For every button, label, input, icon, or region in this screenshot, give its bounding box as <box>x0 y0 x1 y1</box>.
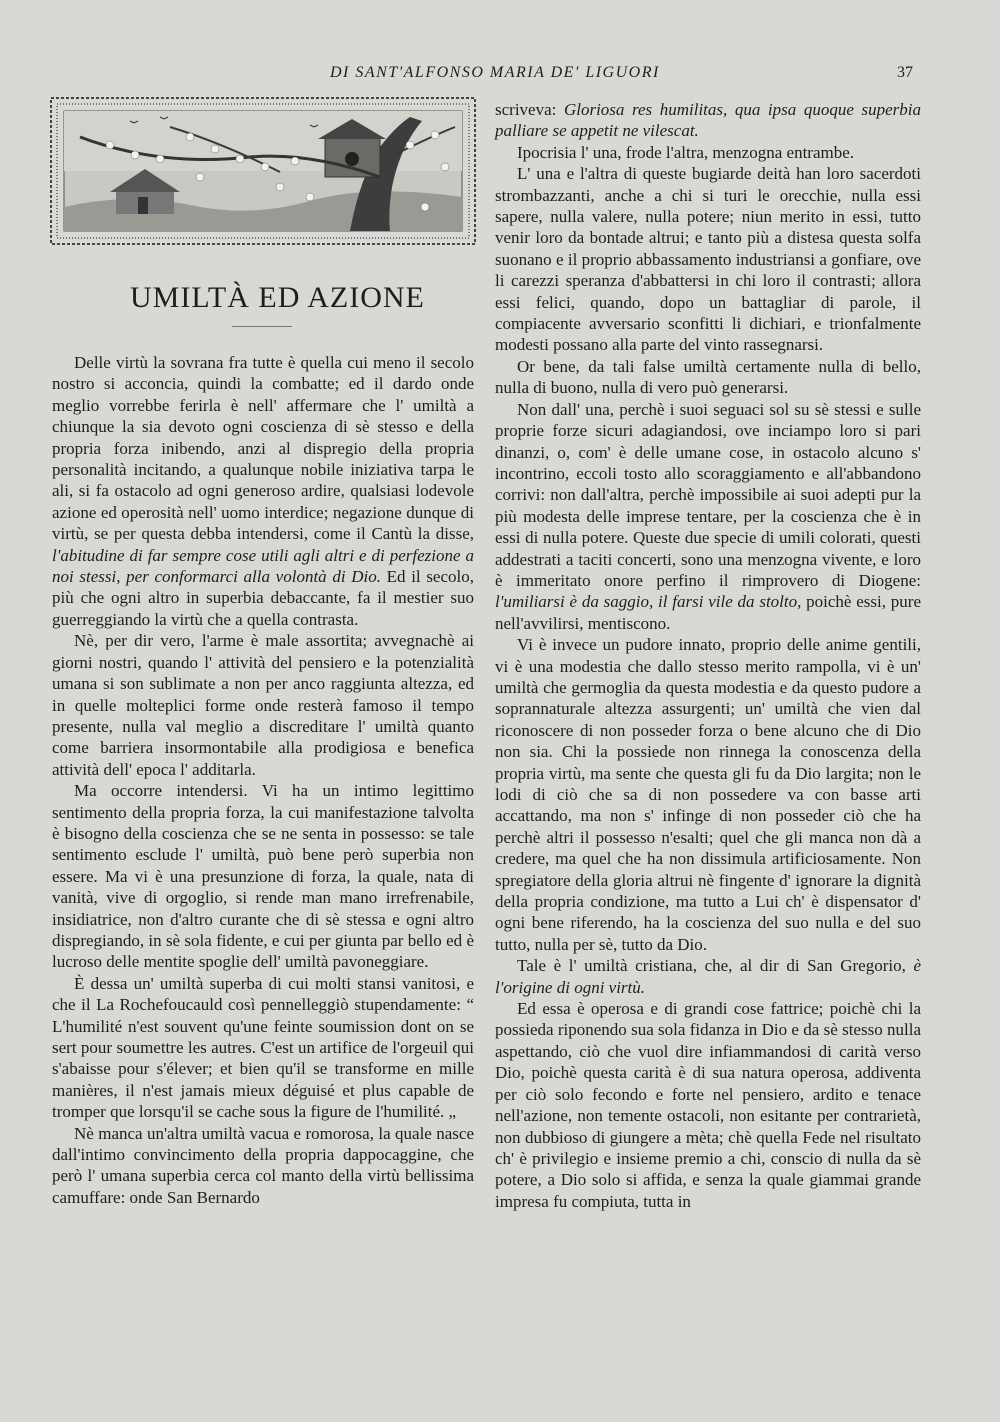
italic-quote: Gloriosa res humilitas, qua ipsa quoque superbia palliare se appetit ne vilescat. <box>495 100 921 141</box>
right-column <box>495 99 921 1212</box>
paragraph: È dessa un' umiltà superba di cui molti stansi vanitosi, e che il La Rochefoucauld così pennelleggiò stupendamente: “ L'humilité n'est souvent qu'une feinte soumission dont on se sert pour soumettre les autres. C'est un artifice de l'orgeuil qui s'abaisse pour s'élever; et bien qu'il se transforme en mille manières, il n'est jamais mieux déguisé et plus capable de tromper que lorsqu'il se cache sous la figure de l'humilité. „ <box>52 973 474 1122</box>
italic-quote: è l'origine di ogni virtù. <box>495 956 921 997</box>
paragraph <box>495 399 921 634</box>
paragraph: L' una e l'altra di queste bugiarde deità han loro sacerdoti strombazzanti, anche a chi si turi le orecchie, nulla essi sapere, nulla valere, nulla potere; niun merito in essi, tutto venir loro da bontade altrui; e tanto più a distesa questa solfa suonano e il proprio abbassamento industriansi a gonfiare, ove li carezzi speranza d'abbattersi in chi loro il contrasti; allora essi felici, quando, dopo un battagliar di parole, il compiacente avversario sconfitti li dichiari, e trionfalmente modesti possano alla parte del vinto rassegnarsi. <box>495 164 921 355</box>
text-run: Tale è l' umiltà cristiana, che, al dir di San Gregorio, <box>517 956 914 976</box>
article-title: UMILTÀ ED AZIONE <box>130 281 425 314</box>
paragraph: Or bene, da tali false umiltà certamente nulla di bello, nulla di buono, nulla di vero può generarsi. <box>495 356 921 398</box>
italic-quote: l'umiliarsi è da saggio, il farsi vile da stolto, <box>495 592 802 612</box>
paragraph: Ma occorre intendersi. Vi ha un intimo legittimo sentimento della propria forza, la cui manifestazione talvolta è bisogno della coscienza che se ne senta in possesso: se tale sentimento esclude l' umiltà, può bene però superbia non essere. Ma vi è una presunzione di forza, la quale, nata di vanità, vive di orgoglio, si rende man mano irrefrenabile, insidiatrice, non d'altro curante che di sè stessa e ogni altro dispregiando, in sè sola fidente, e cui per giunta par bello ed è lucroso delle mentite spoglie dell' umiltà pavoneggiare. <box>52 781 474 972</box>
paragraph: Nè, per dir vero, l'arme è male assortita; avvegnachè ai giorni nostri, quando l' attività del pensiero e la potenzialità umana si son sublimate a non per anco raggiunta altezza, ed in quelle molteplici forme onde resterà famoso il tempo presente, nulla val meglio a discreditare l' umiltà quanto come barriera insormontabile alla prodigiosa e benefica attività dell' epoca l' additarla. <box>52 631 474 779</box>
decorative-vignette <box>50 97 476 245</box>
paragraph: Vi è invece un pudore innato, proprio delle anime gentili, vi è una modestia che dallo stesso merito rampolla, vi è un' umiltà che germoglia da questa modestia e da questo pudore a soprannaturale altezza assurgenti; un' umiltà che vien dal riconoscere di non posseder forza o bene alcuno che di Dio non sia. Chi la possiede non rinnega la conoscenza della propria virtù, ma sente che questa gli fu da Dio largita; non le lodi di ciò che sa di non possedere va con basse arti accattando, ma non s' infinge di non posseder ciò che ha perchè altri il possesso n'esalti; quel che gli manca non dà a credere, ma quel che ha non dissimula artificiosamente. Non spregiatore della gloria altrui nè fingente d' ignorare la dignità della propria condizione, ma tutto a Lui ch' è dispensator d' ogni bene riferendo, ha la coscienza del suo nulla e del suo tutto, nulla per sè, tutto da Dio. <box>495 635 921 954</box>
text-run: Delle virtù la sovrana fra tutte è quella cui meno il secolo nostro si acconcia, quindi la combatte; ed il dardo onde meglio vorrebbe ferirla è nell' affermare che l' umiltà a chiunque la sia devoto ogni coscienza di sè stesso e della propria forza inibendo, anzi al dispregio della propria personalità incitando, a qualunque nobile iniziativa tarpa le ali, si fa ostacolo ad ogni generoso ardire, qualsiasi lodevole azione ed operosità nell' uomo interdice; negazione dunque di virtù, se per questa debba intendersi, come il Cantù la disse, <box>52 353 474 544</box>
italic-quote: l'abitudine di far sempre cose utili agli altri e di perfezione a noi stessi, per conformarci alla volontà di Dio. <box>52 545 474 587</box>
paragraph: Ed essa è operosa e di grandi cose fattrice; poichè chi la possieda riponendo sua sola fidanza in Dio e da sè stesso nulla aspettando, ciò che vuol dire infiammandosi di carità verso Dio, poichè questa carità è di sua natura operosa, addiventa per ciò solo fecondo e forte nel pensiero, ardito e tenace nell'azione, non temente ostacoli, non esitante per contrarietà, non dubbioso di giungere a mèta; chè quella Fede nel risultato ch' è privilegio e insieme premio a chi, conscio di nulla da sè potere, a Dio solo si affida, e senza la quale giammai grande impresa fu compiuta, tutta in <box>495 999 921 1211</box>
text-run: scriveva: <box>495 100 564 119</box>
running-title: DI SANT'ALFONSO MARIA DE' LIGUORI <box>330 64 660 81</box>
page-number: 37 <box>897 64 913 81</box>
paragraph <box>495 99 921 142</box>
paragraph <box>52 352 474 630</box>
left-column <box>52 352 474 1208</box>
title-divider <box>232 326 292 327</box>
paragraph <box>495 955 921 998</box>
paragraph: Ipocrisia l' una, frode l'altra, menzogna entrambe. <box>517 142 855 162</box>
text-run: Ed il secolo, più che ogni altro in superbia debaccante, fa il mestier suo guerreggiando la virtù che a quella contrasta. <box>52 567 474 629</box>
paragraph: Nè manca un'altra umiltà vacua e romorosa, la quale nasce dall'intimo convincimento della propria dappocaggine, che però l' umana superbia cerca col manto della virtù bellissima camuffare: onde San Bernardo <box>52 1123 474 1207</box>
text-run: poichè essi, pure nell'avvilirsi, mentiscono. <box>495 592 921 633</box>
text-run: Non dall' una, perchè i suoi seguaci sol su sè stessi e sulle proprie forze sicuri adagiandosi, ove inciampo loro si pari dinanzi, o, com' è delle umane cose, in ostacolo alcuno s' incontrino, eccoli tosto allo scoraggiamento e all'abbandono corrivi: non dall'altra, perchè impossibile ai suoi adepti pur la più modesta delle imprese tentare, per la coscienza che è in essi di nulla potere. Queste due specie di umili colorati, questi addestrati a taciti concerti, sono una menzogna vivente, e loro è immeritato onore perfino il rimprovero di Diogene: <box>495 399 921 590</box>
